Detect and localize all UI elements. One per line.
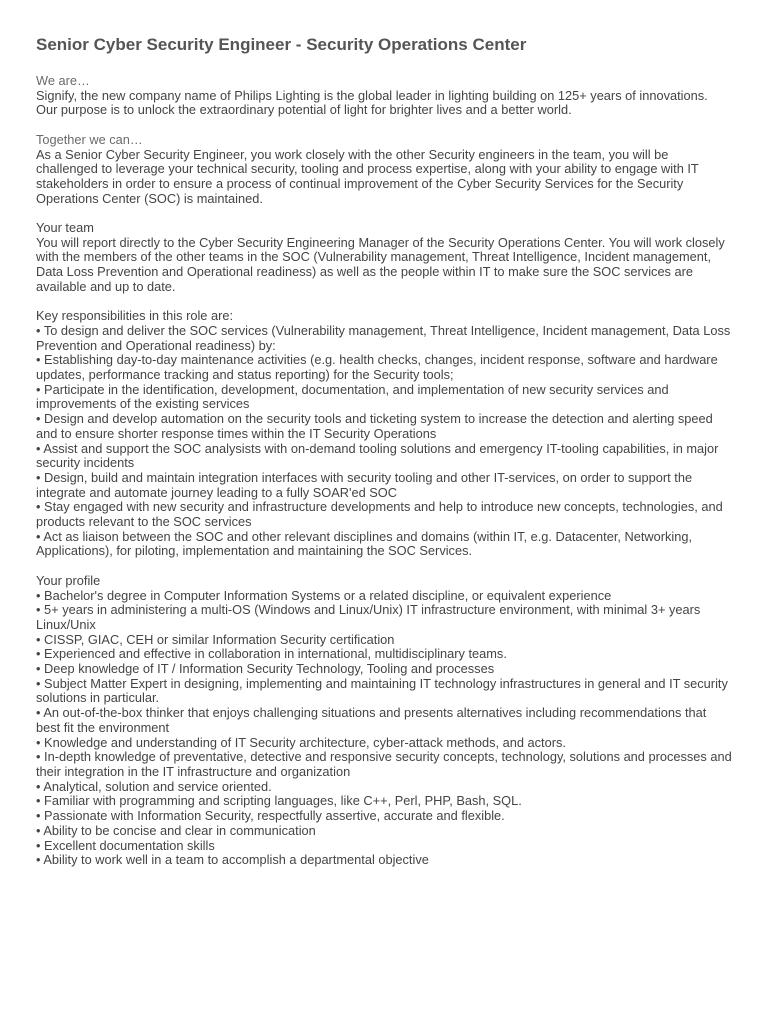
list-item: • Design, build and maintain integration interfaces with security tooling and other IT-services, on order to support the integrate and automate journey leading to a fully SOAR'ed SOC (36, 471, 732, 500)
document-title: Senior Cyber Security Engineer - Security Operations Center (36, 35, 527, 54)
section-team (36, 221, 732, 295)
we-are-paragraph-2: Our purpose is to unlock the extraordinary potential of light for brighter lives and a better world. (36, 102, 572, 118)
list-item: • Analytical, solution and service oriented. (36, 780, 732, 795)
team-heading: Your team (36, 220, 94, 235)
list-item: • Act as liaison between the SOC and other relevant disciplines and domains (within IT, e.g. Datacenter, Networking, Applications), for piloting, implementation and maintaining the SOC Services. (36, 530, 732, 559)
responsibilities-list (36, 324, 732, 559)
section-profile (36, 574, 732, 868)
list-item: • Familiar with programming and scripting languages, like C++, Perl, PHP, Bash, SQL. (36, 794, 732, 809)
together-paragraph: As a Senior Cyber Security Engineer, you work closely with the other Security engineers in the team, you will be challenged to leverage your technical security, tooling and process expertise, along with your ability to engage with IT stakeholders in order to ensure a process of continual improvement of the Cyber Security Services for the Security Operations Center (SOC) is maintained. (36, 146, 699, 206)
list-item: • CISSP, GIAC, CEH or similar Information Security certification (36, 633, 732, 648)
section-responsibilities (36, 309, 732, 559)
list-item: • Participate in the identification, development, documentation, and implementation of new security services and improvements of the existing services (36, 383, 732, 412)
list-item: • To design and deliver the SOC services (Vulnerability management, Threat Intelligence, Incident management, Data Loss Prevention and Operational readiness) by: (36, 324, 732, 353)
list-item: • Knowledge and understanding of IT Security architecture, cyber-attack methods, and actors. (36, 736, 732, 751)
list-item: • Assist and support the SOC analysists with on-demand tooling solutions and emergency IT-tooling capabilities, in major security incidents (36, 442, 732, 471)
section-together (36, 133, 732, 207)
list-item: • Excellent documentation skills (36, 839, 732, 854)
list-item: • Experienced and effective in collaboration in international, multidisciplinary teams. (36, 647, 732, 662)
list-item: • In-depth knowledge of preventative, detective and responsive security concepts, technology, solutions and processes and their integration in the IT infrastructure and organization (36, 750, 732, 779)
we-are-paragraph-1: Signify, the new company name of Philips Lighting is the global leader in lighting building on 125+ years of innovations. (36, 87, 708, 103)
list-item: • Ability to be concise and clear in communication (36, 824, 732, 839)
team-paragraph: You will report directly to the Cyber Security Engineering Manager of the Security Operations Center. You will work closely with the members of the other teams in the SOC (Vulnerability management, Threat Intelligence, Incident management, Data Loss Prevention and Operational readiness) as well as the people within IT to make sure the SOC services are available and up to date. (36, 234, 725, 294)
list-item: • Bachelor's degree in Computer Information Systems or a related discipline, or equivalent experience (36, 589, 732, 604)
list-item: • Design and develop automation on the security tools and ticketing system to increase the detection and alerting speed and to ensure shorter response times within the IT Security Operations (36, 412, 732, 441)
list-item: • 5+ years in administering a multi-OS (Windows and Linux/Unix) IT infrastructure environment, with minimal 3+ years Linux/Unix (36, 603, 732, 632)
section-we-are (36, 74, 732, 118)
list-item: • Deep knowledge of IT / Information Security Technology, Tooling and processes (36, 662, 732, 677)
list-item: • Subject Matter Expert in designing, implementing and maintaining IT technology infrastructures in general and IT security solutions in particular. (36, 677, 732, 706)
list-item: • An out-of-the-box thinker that enjoys challenging situations and presents alternatives including recommendations that best fit the environment (36, 706, 732, 735)
list-item: • Ability to work well in a team to accomplish a departmental objective (36, 853, 732, 868)
list-item: • Passionate with Information Security, respectfully assertive, accurate and flexible. (36, 809, 732, 824)
profile-heading: Your profile (36, 572, 101, 588)
profile-list (36, 589, 732, 868)
responsibilities-heading: Key responsibilities in this role are: (36, 308, 234, 324)
we-are-heading: We are… (36, 73, 90, 88)
together-heading: Together we can… (36, 131, 143, 147)
list-item: • Establishing day-to-day maintenance activities (e.g. health checks, changes, incident response, software and hardware updates, performance tracking and status reporting) for the Security tools; (36, 353, 732, 382)
list-item: • Stay engaged with new security and infrastructure developments and help to introduce new concepts, technologies, and products relevant to the SOC services (36, 500, 732, 529)
